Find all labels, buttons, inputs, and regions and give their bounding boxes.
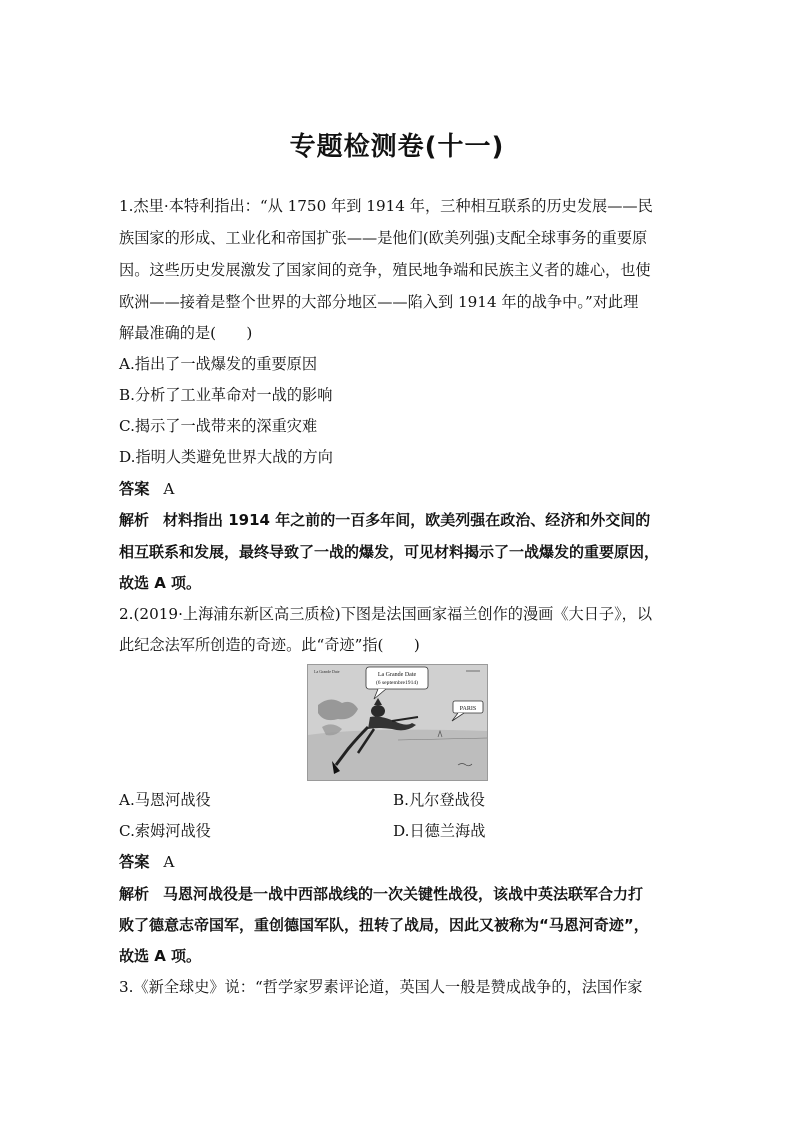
analysis-text: 马恩河战役是一战中西部战线的一次关键性战役，该战中英法联军合力打	[163, 885, 644, 903]
q1-stem-line: 1.杰里·本特利指出：“从 1750 年到 1914 年，三种相互联系的历史发展——民	[119, 197, 653, 215]
analysis-label: 解析	[119, 511, 150, 529]
answer-label: 答案	[119, 480, 150, 498]
q1-analysis-line: 相互联系和发展，最终导致了一战的爆发，可见材料揭示了一战爆发的重要原因，	[119, 543, 660, 561]
q1-option-d: D.指明人类避免世界大战的方向	[119, 448, 333, 466]
q2-option-a: A.马恩河战役	[119, 791, 211, 809]
q1-analysis-line: 故选 A 项。	[119, 574, 202, 592]
q2-stem-line: 此纪念法军所创造的奇迹。此“奇迹”指( )	[119, 636, 420, 654]
q2-answer	[119, 852, 174, 872]
q2-option-c: C.索姆河战役	[119, 822, 211, 840]
q3-stem-line: 3.《新全球史》说：“哲学家罗素评论道，英国人一般是赞成战争的，法国作家	[119, 978, 643, 996]
q1-stem-line: 族国家的形成、工业化和帝国扩张——是他们(欧美列强)支配全球事务的重要原	[119, 229, 648, 247]
page-title: 专题检测卷(十一)	[289, 132, 505, 162]
cartoon-image	[307, 664, 488, 781]
cartoon-illustration	[308, 665, 487, 780]
q1-analysis-line	[119, 510, 650, 530]
q1-stem-line: 解最准确的是( )	[119, 324, 253, 342]
cartoon-header-text: La Grande Date	[314, 669, 340, 674]
q2-option-b: B.凡尔登战役	[393, 791, 485, 809]
q1-option-c: C.揭示了一战带来的深重灾难	[119, 417, 318, 435]
q1-stem-line: 因。这些历史发展激发了国家间的竞争，殖民地争端和民族主义者的雄心，也使	[119, 261, 651, 279]
q2-stem-line: 2.(2019·上海浦东新区高三质检)下图是法国画家福兰创作的漫画《大日子》，以	[119, 605, 653, 623]
analysis-label: 解析	[119, 885, 150, 903]
analysis-text: 材料指出 1914 年之前的一百多年间，欧美列强在政治、经济和外交间的	[163, 511, 651, 529]
cartoon-bubble-line-2: (6 septembre1914)	[375, 680, 419, 686]
q1-option-b: B.分析了工业革命对一战的影响	[119, 386, 333, 404]
q1-option-a: A.指出了一战爆发的重要原因	[119, 355, 318, 373]
answer-value: A	[163, 480, 175, 498]
q2-analysis-line: 败了德意志帝国军，重创德国军队，扭转了战局，因此又被称为“马恩河奇迹”，	[119, 916, 649, 934]
q1-answer	[119, 479, 174, 499]
cartoon-bubble-line-1: La Grande Date	[377, 672, 417, 678]
q2-option-d: D.日德兰海战	[393, 822, 486, 840]
q2-analysis-line: 故选 A 项。	[119, 947, 202, 965]
answer-label: 答案	[119, 853, 150, 871]
q1-stem-line: 欧洲——接着是整个世界的大部分地区——陷入到 1914 年的战争中。”对此理	[119, 293, 639, 311]
cartoon-bubble-paris: PARIS	[459, 706, 477, 712]
q2-analysis-line	[119, 884, 643, 904]
answer-value: A	[163, 853, 175, 871]
